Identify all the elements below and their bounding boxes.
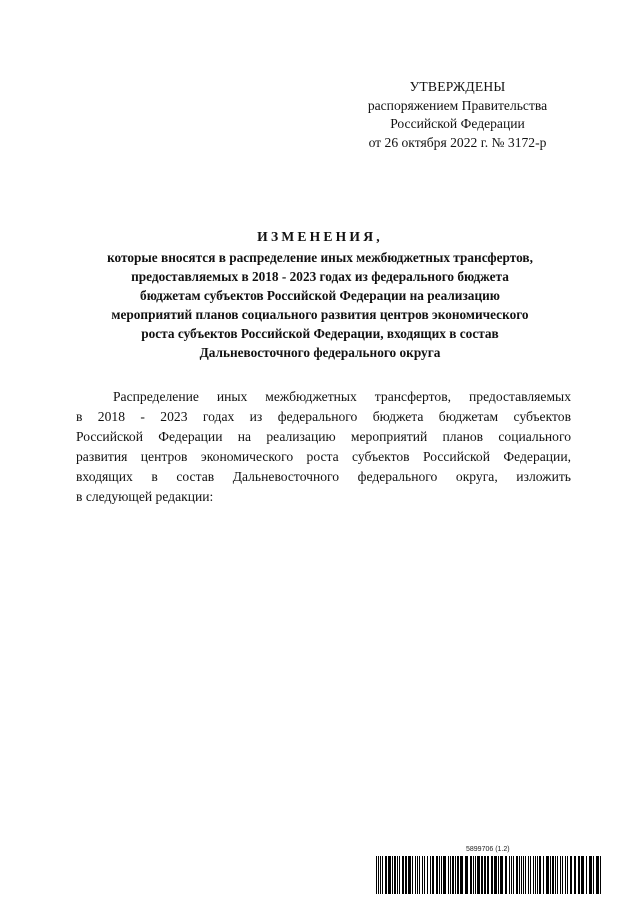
body-line: развития центров экономического роста субъектов Российской Федерации, bbox=[76, 449, 571, 464]
body-paragraph bbox=[76, 387, 571, 507]
approval-line-1: распоряжением Правительства bbox=[367, 97, 548, 113]
approval-line-3: от 26 октября 2022 г. № 3172-р bbox=[368, 134, 547, 150]
approval-line-2: Российской Федерации bbox=[390, 116, 525, 131]
approval-heading: УТВЕРЖДЕНЫ bbox=[409, 79, 506, 94]
subtitle-line: которые вносятся в распределение иных межбюджетных трансфертов, bbox=[107, 250, 533, 265]
subtitle-line: роста субъектов Российской Федерации, входящих в состав bbox=[141, 326, 499, 341]
barcode-icon bbox=[376, 856, 601, 894]
barcode-area bbox=[376, 846, 601, 898]
document-subtitle bbox=[60, 248, 580, 362]
approval-block bbox=[345, 78, 570, 152]
subtitle-line: мероприятий планов социального развития центров экономического bbox=[111, 307, 529, 322]
body-line: Распределение иных межбюджетных трансфертов, предоставляемых bbox=[113, 389, 571, 404]
document-title: ИЗМЕНЕНИЯ, bbox=[257, 229, 383, 244]
subtitle-line: Дальневосточного федерального округа bbox=[199, 345, 441, 360]
subtitle-line: предоставляемых в 2018 - 2023 годах из федерального бюджета bbox=[131, 269, 509, 284]
body-line: в 2018 - 2023 годах из федерального бюджета бюджетам субъектов bbox=[76, 409, 571, 424]
body-line: в следующей редакции: bbox=[76, 489, 214, 504]
body-line: входящих в состав Дальневосточного федерального округа, изложить bbox=[76, 469, 571, 484]
barcode-label: 5899706 (1.2) bbox=[466, 846, 510, 853]
subtitle-line: бюджетам субъектов Российской Федерации на реализацию bbox=[140, 288, 500, 303]
body-line: Российской Федерации на реализацию мероприятий планов социального bbox=[76, 429, 571, 444]
